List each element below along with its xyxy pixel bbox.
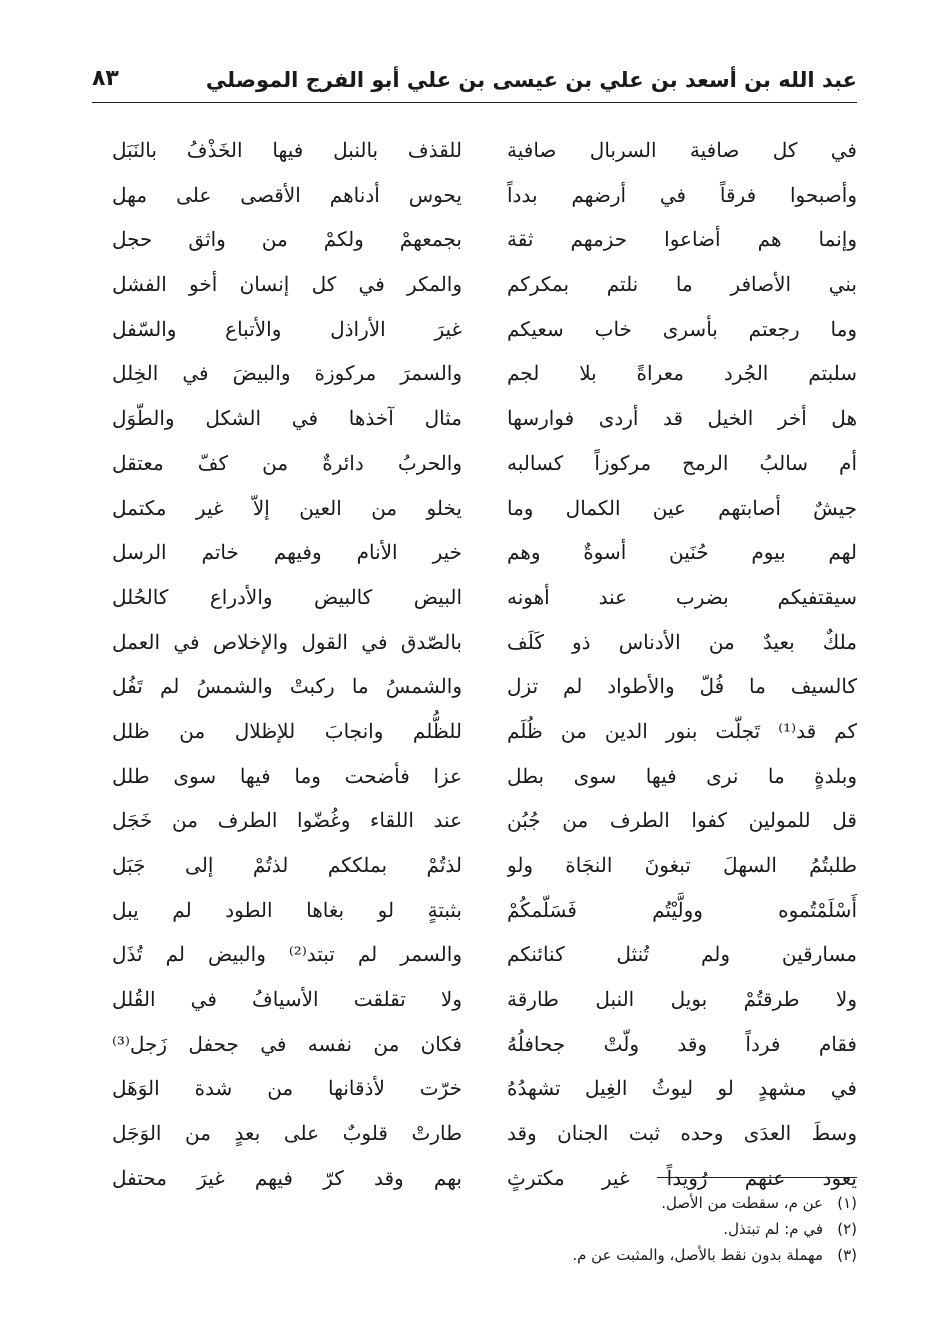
verse-line: وسطَ العدَى وحده ثبت الجنان وقد	[507, 1121, 857, 1146]
verse-line: ولا تقلقت الأسيافُ في القُلل	[112, 987, 462, 1012]
verse-line: جيشٌ أصابتهم عين الكمال وما	[507, 495, 857, 520]
verse-line: قل للمولين كفوا الطرف من جُبُن	[507, 808, 857, 833]
footnote-number: (٣)	[837, 1246, 857, 1264]
verse-line: أم سالبُ الرمح مركوزاً كسالبه	[507, 450, 857, 475]
verse-line: سلبتم الجُرد معراةً بلا لجم	[507, 361, 857, 386]
verse-line: في مشهدٍ لو ليوثُ الغِيل تشهدُهُ	[507, 1076, 857, 1101]
footnote-text: عن م، سقطت من الأصل.	[661, 1194, 823, 1212]
verse-line: أَسْلَمْتُموه وولَّيْتُم فَسَلّمكُمْ	[507, 897, 857, 922]
verse-line: وما رجعتم بأسرى خاب سعيكم	[507, 316, 857, 341]
verse-line: يعود عنهم رُويداً غير مكترثٍ	[507, 1165, 857, 1190]
footnote-text: مهملة بدون نقط بالأصل، والمثبت عن م.	[572, 1246, 823, 1264]
page-number: ٨٣	[92, 66, 119, 91]
verse-line: والمكر في كل إنسان أخو الفشل	[112, 272, 462, 297]
verse-line: فكان من نفسه في جحفل زَجل⁽³⁾	[112, 1031, 462, 1056]
footnote	[357, 1190, 857, 1216]
verse-line: البيض كالبيض والأدراع كالحُلل	[112, 584, 462, 609]
footnote	[357, 1216, 857, 1242]
verse-line: بالصّدق في القول والإخلاص في العمل	[112, 629, 462, 654]
footnote-number: (٢)	[837, 1220, 857, 1238]
footnote	[357, 1242, 857, 1268]
verse-line: والشمسُ ما ركبتْ والشمسُ لم تَفُل	[112, 674, 462, 699]
verse-line: هل أخر الخيل قد أردى فوارسها	[507, 406, 857, 431]
verse-line: يحوس أدناهم الأقصى على مهل	[112, 182, 462, 207]
verse-line: بثبتةٍ لو بغاها الطود لم يبل	[112, 897, 462, 922]
footnote-text: في م: لم تبتذل.	[723, 1220, 823, 1238]
verse-line: بهم وقد كرّ فيهم غيرَ محتفل	[112, 1165, 462, 1190]
verse-line: وبلدةٍ ما نرى فيها سوى بطل	[507, 763, 857, 788]
verse-line: سيقتفيكم بضرب عند أهونه	[507, 584, 857, 609]
page-header	[92, 62, 857, 103]
verse-line: مثال آخذها في الشكل والطّوَل	[112, 406, 462, 431]
footnotes	[357, 1190, 857, 1268]
verse-line: طارتْ قلوبٌ على بعدٍ من الوَجَل	[112, 1121, 462, 1146]
verse-line: ملكٌ بعيدٌ من الأدناس ذو كَلَف	[507, 629, 857, 654]
verse-line: يخلو من العين إلاّ غير مكتمل	[112, 495, 462, 520]
verse-line: خرّت لأذقانها من شدة الوَهَل	[112, 1076, 462, 1101]
verse-line: فقام فرداً وقد ولّتْ جحافلُهُ	[507, 1031, 857, 1056]
right-verse-column	[507, 128, 857, 1201]
verse-line: مسارقين ولم تُنثل كنائنكم	[507, 942, 857, 967]
verse-line: بني الأصافر ما نلتم بمكركم	[507, 272, 857, 297]
verse-line: كالسيف ما فُلّ والأطواد لم تزل	[507, 674, 857, 699]
verse-line: للظُّلم وانجابَ للإظلال من ظلل	[112, 718, 462, 743]
verse-line: والسمر لم تبتد⁽²⁾ والبيض لم تُذَل	[112, 942, 462, 967]
verse-line: في كل صافية السربال صافية	[507, 138, 857, 162]
verse-line: عند اللقاء وغُضّوا الطرف من خَجَل	[112, 808, 462, 833]
footnote-number: (١)	[837, 1194, 857, 1212]
verse-line: لذتُمْ بملككم لذتُمْ إلى جَبَل	[112, 853, 462, 877]
running-title: عبد الله بن أسعد بن علي بن عيسى بن علي أبو الفرج الموصلي	[205, 68, 857, 92]
verse-line: وإنما هم أضاعوا حزمهم ثقة	[507, 227, 857, 252]
verse-line: لهم بيوم حُنَين أسوةٌ وهم	[507, 540, 857, 565]
verse-line: وأصبحوا فرقاً في أرضهم بدداً	[507, 182, 857, 207]
verse-line: عزا فأضحت وما فيها سوى طلل	[112, 763, 462, 788]
verse-line: للقذف بالنبل فيها الخَذْفُ بالنَبَل	[112, 138, 462, 162]
verse-line: بجمعهمْ ولكمْ من واثق حجل	[112, 227, 462, 252]
verse-line: والحربُ دائرةٌ من كفّ معتقل	[112, 450, 462, 475]
verse-line: والسمرَ مركوزة والبيضَ في الخِلل	[112, 361, 462, 386]
verse-line: كم قد⁽¹⁾ تَجلّت بنور الدين من ظُلَم	[507, 718, 857, 743]
verse-line: خير الأنام وفيهم خاتم الرسل	[112, 540, 462, 565]
left-verse-column	[112, 128, 462, 1201]
verse-line: طلبتُمُ السهلَ تبغونَ النجَاة ولو	[507, 853, 857, 877]
verse-line: ولا طرقتُمْ بويل النبل طارقة	[507, 987, 857, 1012]
verse-line: غيرَ الأراذل والأتباع والسّفل	[112, 316, 462, 341]
footnote-divider	[657, 1177, 857, 1178]
